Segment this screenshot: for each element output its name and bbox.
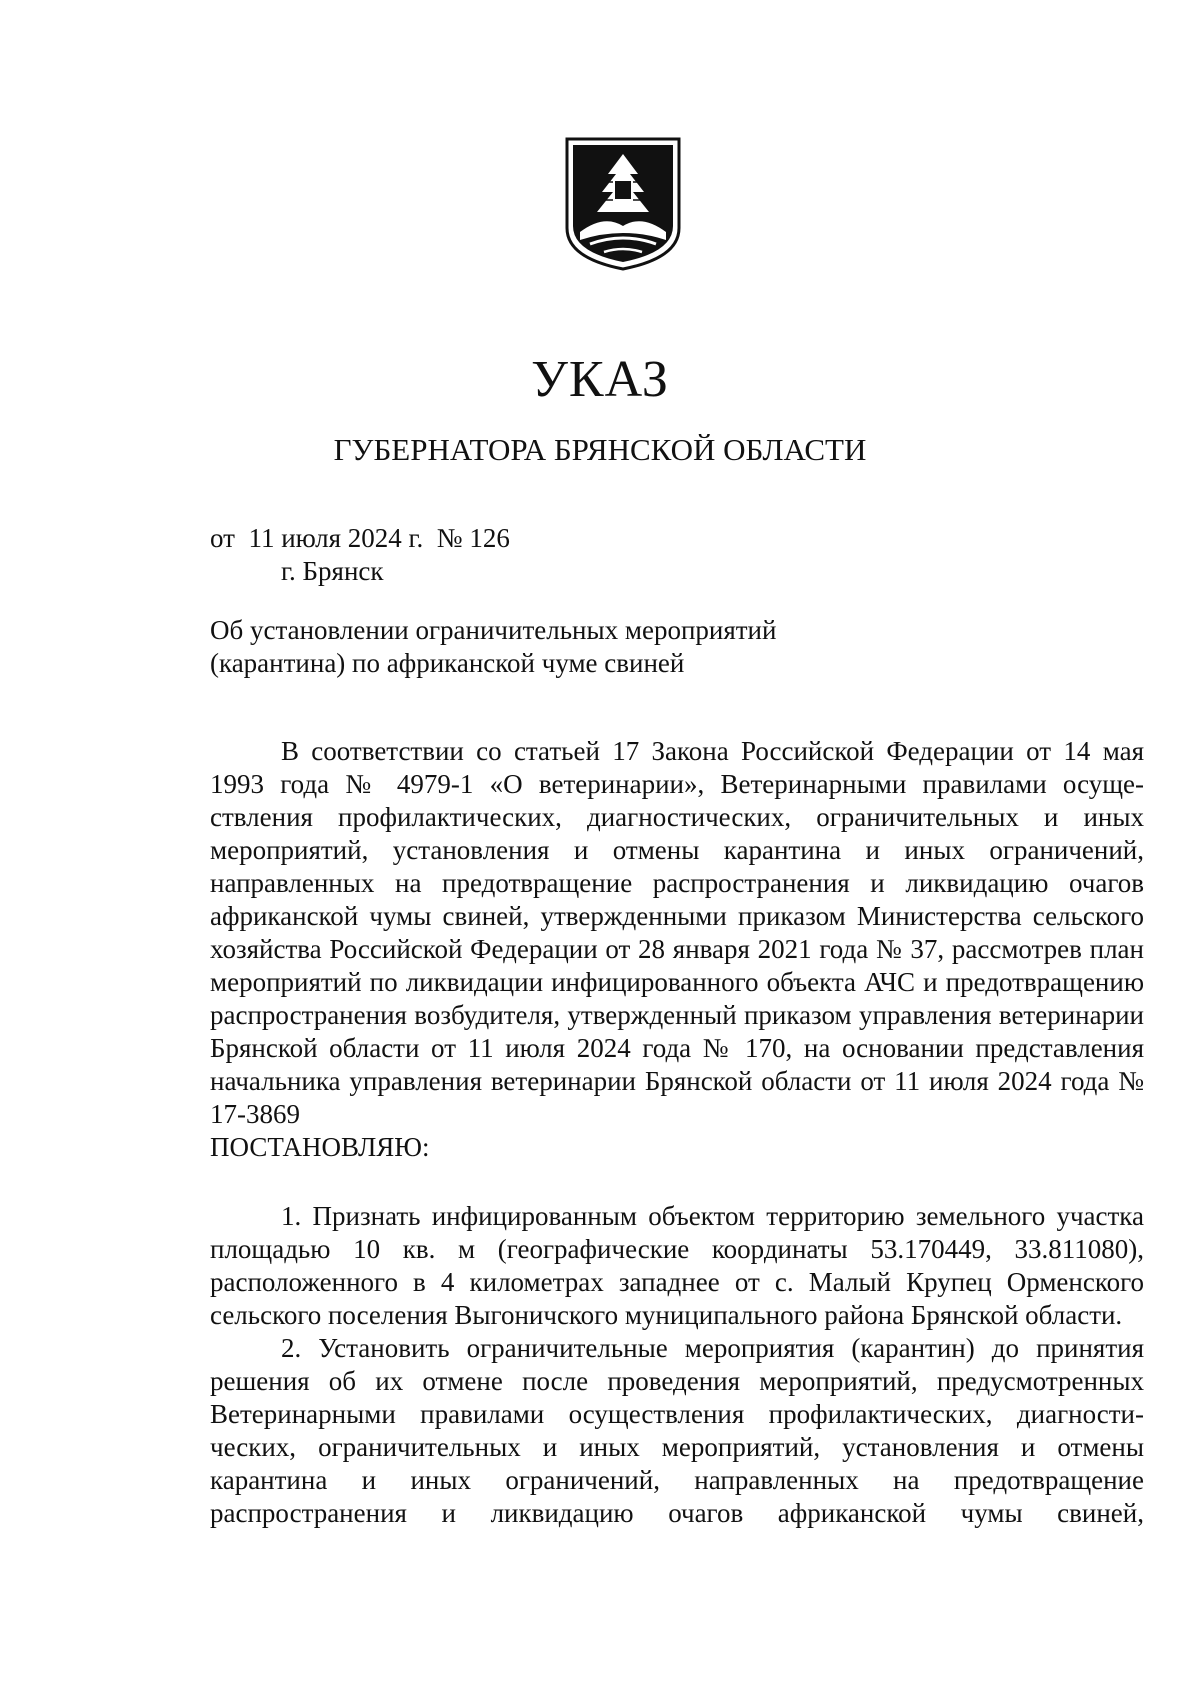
document-title: УКАЗ xyxy=(531,351,669,408)
resolve-heading: ПОСТАНОВЛЯЮ: xyxy=(210,1132,430,1162)
item-1-paragraph: 1. Признать инфицированным объектом территорию земельного участка площадью 10 кв. м (географические координаты 53.170449, 33.811080), расположенного в 4 километрах западнее от с. Малый Крупец Орменского сельского поселения Выгоничского муниципального района Брянской области. xyxy=(210,1201,1144,1330)
item-2-paragraph: 2. Установить ограничительные мероприятия (карантин) до принятия решения об их отмене после проведения мероприятий, предусмотренных Ветеринарными правилами осуществления профилактических, диагностических, ограничительных и иных мероприятий, установления и отмены карантина и иных ограничений, направленных на предотвращение распространения и ликвидацию очагов африканской чумы свиней, xyxy=(210,1333,1144,1528)
document-issuer: ГУБЕРНАТОРА БРЯНСКОЙ ОБЛАСТИ xyxy=(333,432,867,467)
document-subject xyxy=(210,614,910,680)
subject-line-1: Об установлении ограничительных мероприятий xyxy=(210,615,777,645)
document-body xyxy=(210,735,1144,1530)
preamble-paragraph: В соответствии со статьей 17 Закона Российской Федерации от 14 мая 1993 года № 4979-1 «О ветеринарии», Ветеринарными правилами осуществления профилактических, диагностических, ограничительных и иных мероприятий, установления и отмены карантина и иных ограничений, направленных на предотвращение распространения и ликвидацию очагов африканской чумы свиней, утвержденными приказом Министерства сельского хозяйства Российской Федерации от 28 января 2021 года № 37, рассмотрев план мероприятий по ликвидации инфицированного объекта АЧС и предотвращению распространения возбудителя, утвержденный приказом управления ветеринарии Брянской области от 11 июля 2024 года № 170, на основании представления начальника управления ветеринарии Брянской области от 11 июля 2024 года № 17-3869 xyxy=(210,736,1144,1129)
subject-line-2: (карантина) по африканской чуме свиней xyxy=(210,648,685,678)
document-date-number: от 11 июля 2024 г. № 126 xyxy=(210,523,510,553)
document-city: г. Брянск xyxy=(281,556,384,586)
coat-of-arms-icon xyxy=(564,136,682,272)
